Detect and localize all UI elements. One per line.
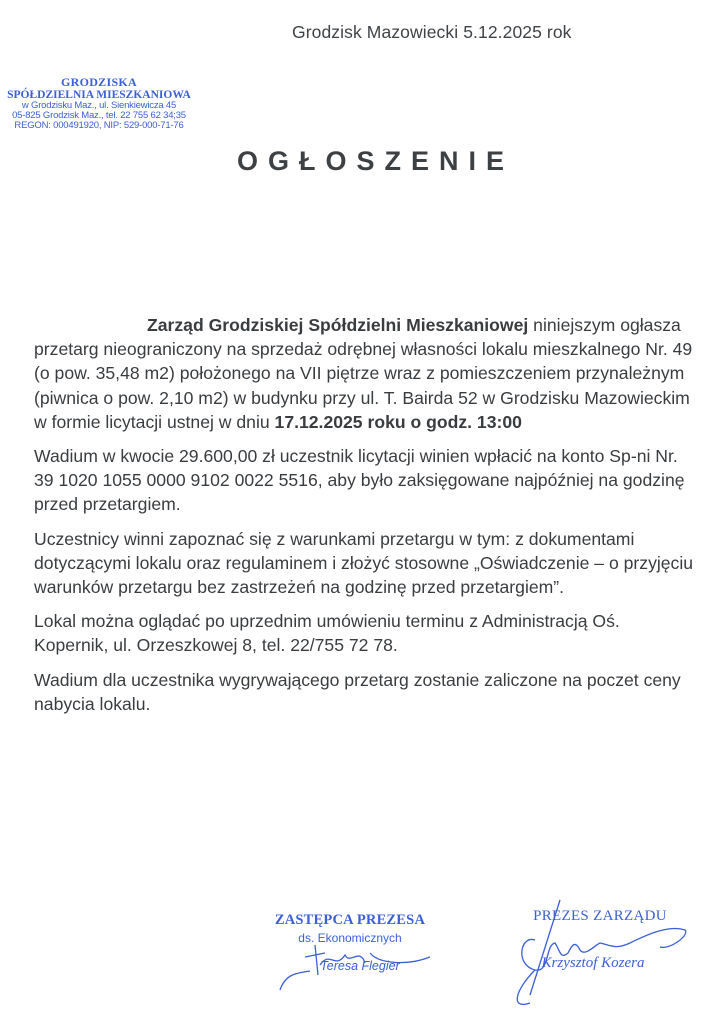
paragraph-deposit: Wadium w kwocie 29.600,00 zł uczestnik licytacji winien wpłacić na konto Sp-ni Nr. 39 1020 1055 0000 9102 0022 5516, aby było zaksięgowane najpóźniej na godzinę przed przetargiem. bbox=[34, 446, 685, 515]
stamp-line-1: GRODZISKA bbox=[60, 75, 138, 89]
paragraph-announcement bbox=[34, 313, 694, 434]
signature-name: Krzysztof Kozera bbox=[541, 955, 645, 971]
stamp-regon-nip: REGON: 000491920, NIP: 529-000-71-76 bbox=[14, 119, 184, 131]
signature-role: ZASTĘPCA PREZESA bbox=[274, 912, 426, 928]
signature-role: PREZES ZARZĄDU bbox=[533, 908, 667, 924]
cooperative-stamp bbox=[4, 76, 194, 131]
board-name: Zarząd Grodziskiej Spółdzielni Mieszkaniowej bbox=[147, 315, 529, 335]
document-title: OGŁOSZENIE bbox=[236, 146, 515, 176]
stamp-address: w Grodzisku Maz., ul. Sienkiewicza 45 bbox=[21, 99, 177, 111]
paragraph-viewing: Lokal można oglądać po uprzednim umówieniu terminu z Administracją Oś. Kopernik, ul. Orzeszkowej 8, tel. 22/755 72 78. bbox=[34, 611, 620, 656]
stamp-phone: 05-825 Grodzisk Maz., tel. 22 755 62 34;35 bbox=[12, 109, 186, 121]
auction-date: 17.12.2025 roku o godz. 13:00 bbox=[274, 411, 522, 432]
stamp-line-2: SPÓŁDZIELNIA MIESZKANIOWA bbox=[7, 88, 191, 101]
signature-president bbox=[500, 908, 700, 972]
announcement-text: niniejszym ogłasza przetarg nieograniczony na sprzedaż odrębnej własności lokalu mieszkalnego Nr. 49 (o pow. 35,48 m2) położonego na VII piętrze wraz z pomieszczeniem przynależnym (piwnica o pow. 2,10 m2) w budynku przy ul. T. Bairda 52 w Grodzisku Mazowieckim w formie licytacji ustnej w dniu bbox=[34, 315, 693, 432]
place-and-date: Grodzisk Mazowiecki 5.12.2025 rok bbox=[292, 22, 572, 42]
paragraph-deposit-credit: Wadium dla uczestnika wygrywającego przetarg zostanie zaliczone na poczet ceny nabycia lokalu. bbox=[34, 669, 681, 714]
signature-name: Teresa Flegier bbox=[320, 959, 400, 973]
signature-department: ds. Ekonomicznych bbox=[298, 931, 402, 945]
announcement-body bbox=[34, 313, 694, 726]
signature-deputy-president bbox=[250, 912, 450, 973]
paragraph-participants: Uczestnicy winni zapoznać się z warunkami przetargu w tym: z dokumentami dotyczącymi lokalu oraz regulaminem i złożyć stosowne „Oświadczenie – o przyjęciu warunków przetargu bez zastrzeżeń na godzinę przed przetargiem”. bbox=[34, 528, 694, 598]
